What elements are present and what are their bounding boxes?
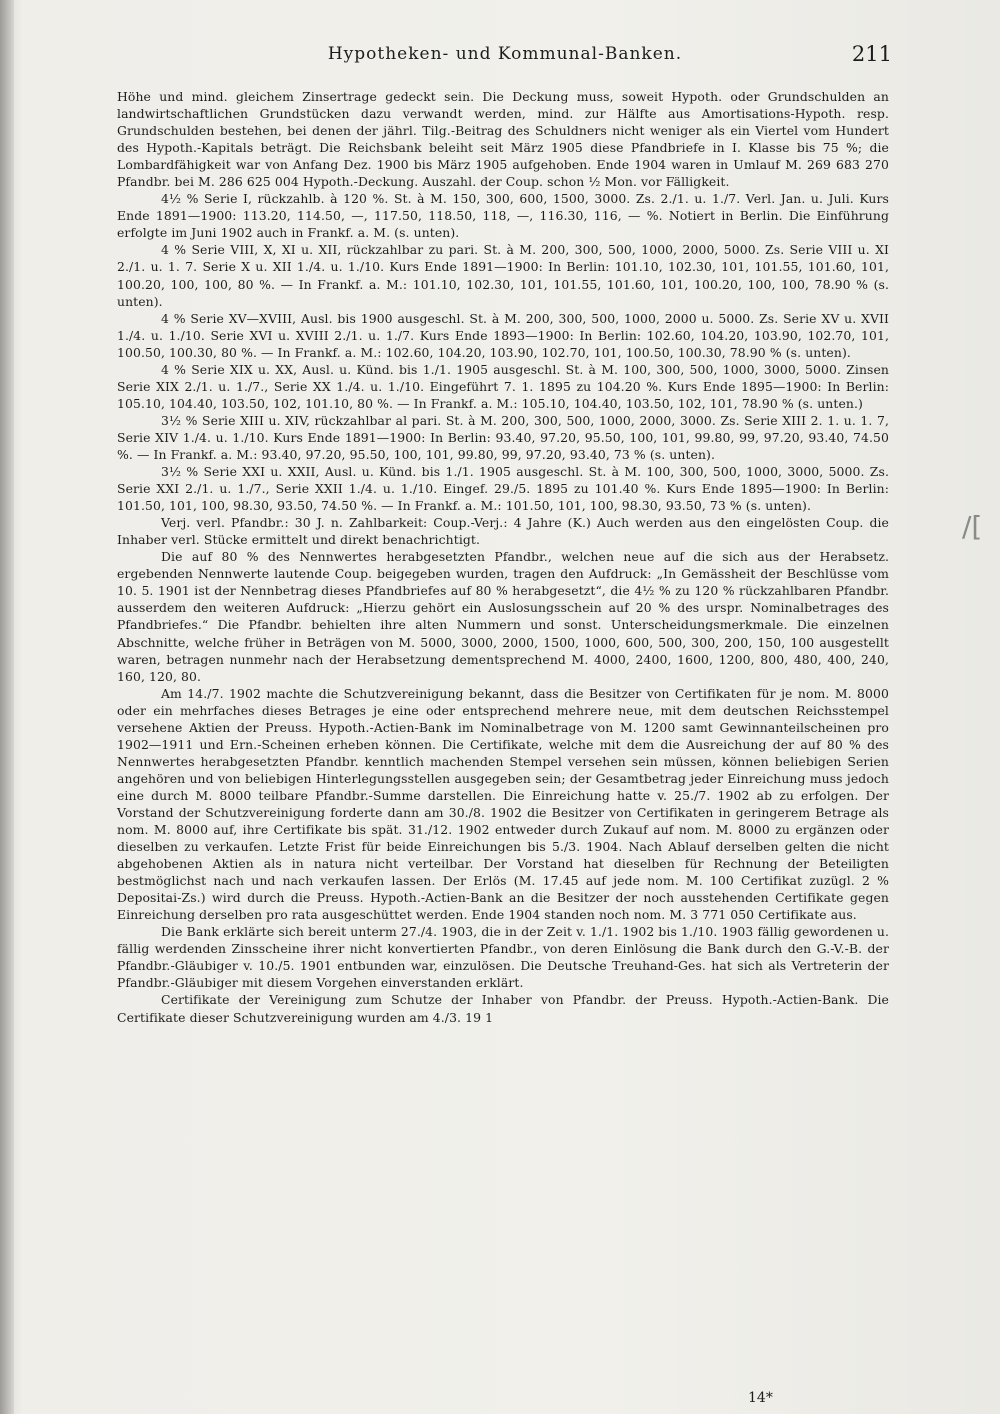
paragraph: 4 % Serie XIX u. XX, Ausl. u. Künd. bis 1./1. 1905 ausgeschl. St. à M. 100, 300, 500, 1000, 3000, 5000. Zinsen Serie XIX 2./1. u. 1./7., Serie XX 1./4. u. 1./10. Eingeführt 7. 1. 1895 zu 104.20 %. Kurs Ende 1895—1900: In Berlin: 105.10, 104.40, 103.50, 102, 101.10, 80 %. — In Frankf. a. M.: 105.10, 104.40, 103.50, 102, 101, 78.90 % (s. unten.) xyxy=(117,361,889,411)
paragraph: Die auf 80 % des Nennwertes herabgesetzten Pfandbr., welchen neue auf die sich aus der Herabsetz. ergebenden Nennwerte lautende Coup. beigegeben wurden, tragen den Aufdruck: „In Gemässheit der Beschlüsse vom 10. 5. 1901 ist der Nennbetrag dieses Pfandbriefes auf 80 % herabgesetzt“, die 4½ % zu 120 % rückzahlbaren Pfandbr. ausserdem den weiteren Aufdruck: „Hierzu gehört ein Auslosungsschein auf 20 % des urspr. Nominalbetrages des Pfandbriefes.“ Die Pfandbr. behielten ihre alten Nummern und sonst. Unterscheidungsmerkmale. Die einzelnen Abschnitte, welche früher in Beträgen von M. 5000, 3000, 2000, 1500, 1000, 600, 500, 300, 200, 150, 100 ausgestellt waren, betragen nunmehr nach der Herabsetzung dementsprechend M. 4000, 2400, 1600, 1200, 800, 480, 400, 240, 160, 120, 80. xyxy=(117,549,889,684)
paragraph: 3½ % Serie XXI u. XXII, Ausl. u. Künd. bis 1./1. 1905 ausgeschl. St. à M. 100, 300, 500, 1000, 3000, 5000. Zs. Serie XXI 2./1. u. 1./7., Serie XXII 1./4. u. 1./10. Eingef. 29./5. 1895 zu 101.40 %. Kurs Ende 1895—1900: In Berlin: 101.50, 101, 100, 98.30, 93.50, 74.50 %. — In Frankf. a. M.: 101.50, 101, 100, 98.30, 93.50, 73 % (s. unten). xyxy=(117,464,889,514)
paragraph: 4½ % Serie I, rückzahlb. à 120 %. St. à M. 150, 300, 600, 1500, 3000. Zs. 2./1. u. 1./7. Verl. Jan. u. Juli. Kurs Ende 1891—1900: 113.20, 114.50, —, 117.50, 118.50, 118, —, 116.30, 116, — %. Notiert in Berlin. Die Einführung erfolgte im Juni 1902 auch in Frankf. a. M. (s. unten). xyxy=(117,191,889,241)
paragraph: Verj. verl. Pfandbr.: 30 J. n. Zahlbarkeit: Coup.-Verj.: 4 Jahre (K.) Auch werden aus den eingelösten Coup. die Inhaber verl. Stücke ermittelt und direkt benachrichtigt. xyxy=(117,515,889,548)
page-gutter-shadow xyxy=(0,0,14,1414)
page-header xyxy=(118,40,892,76)
signature-mark: 14* xyxy=(748,1390,773,1406)
paragraph: Höhe und mind. gleichem Zinsertrage gedeckt sein. Die Deckung muss, soweit Hypoth. oder Grundschulden an landwirtschaftlichen Grundstücken dazu verwandt werden, mind. zur Hälfte aus Amortisations-Hypoth. resp. Grundschulden bestehen, bei denen der jährl. Tilg.-Beitrag des Schuldners nicht weniger als ein Viertel vom Hundert des Hypoth.-Kapitals beträgt. Die Reichsbank beleiht seit März 1905 diese Pfandbriefe in I. Klasse bis 75 %; die Lombardfähigkeit war von Anfang Dez. 1900 bis März 1905 aufgehoben. Ende 1904 waren in Umlauf M. 269 683 270 Pfandbr. bei M. 286 625 004 Hypoth.-Deckung. Auszahl. der Coup. schon ½ Mon. vor Fälligkeit. xyxy=(117,89,889,190)
paragraph: Am 14./7. 1902 machte die Schutzvereinigung bekannt, dass die Besitzer von Certifikaten für je nom. M. 8000 oder ein mehrfaches dieses Betrages je eine oder entsprechend mehrere neue, mit dem deutschen Reichsstempel versehene Aktien der Preuss. Hypoth.-Actien-Bank im Nominalbetrage von M. 1200 samt Gewinnanteilscheinen pro 1902—1911 und Ern.-Scheinen erheben können. Die Certifikate, welche mit dem die Ausreichung der auf 80 % des Nennwertes herabgesetzten Pfandbr. kenntlich machenden Stempel versehen sein müssen, können beliebigen Serien angehören und von beliebigen Hinterlegungsstellen ausgegeben sein; der Gesamtbetrag jeder Einreichung muss jedoch eine durch M. 8000 teilbare Pfandbr.-Summe darstellen. Die Einreichung hatte v. 25./7. 1902 ab zu erfolgen. Der Vorstand der Schutzvereinigung forderte dann am 30./8. 1902 die Besitzer von Certifikaten in geringerem Betrage als nom. M. 8000 auf, ihre Certifikate bis spät. 31./12. 1902 entweder durch Zukauf auf nom. M. 8000 zu ergänzen oder dieselben zu verkaufen. Letzte Frist für beide Einreichungen bis 5./3. 1904. Nach Ablauf derselben gelten die nicht abgehobenen Aktien als in natura nicht verteilbar. Der Vorstand hat dieselben für Rechnung der Beteiligten bestmöglichst nach und nach verkaufen lassen. Der Erlös (M. 17.45 auf jede nom. M. 100 Certifikat zuzügl. 2 % Depositai-Zs.) wird durch die Preuss. Hypoth.-Actien-Bank an die Besitzer der noch ausstehenden Certifikate gegen Einreichung derselben pro rata ausgeschüttet werden. Ende 1904 standen noch nom. M. 3 771 050 Certifikate aus. xyxy=(117,685,889,923)
paragraph: 4 % Serie XV—XVIII, Ausl. bis 1900 ausgeschl. St. à M. 200, 300, 500, 1000, 2000 u. 5000. Zs. Serie XV u. XVII 1./4. u. 1./10. Serie XVI u. XVIII 2./1. u. 1./7. Kurs Ende 1893—1900: In Berlin: 102.60, 104.20, 103.90, 102.70, 101, 100.50, 100.30, 80 %. — In Frankf. a. M.: 102.60, 104.20, 103.90, 102.70, 101, 100.50, 100.30, 78.90 % (s. unten). xyxy=(117,310,889,360)
running-title: Hypotheken- und Kommunal-Banken. xyxy=(327,44,683,64)
page-number: 211 xyxy=(851,42,892,66)
paragraph: 3½ % Serie XIII u. XIV, rückzahlbar al pari. St. à M. 200, 300, 500, 1000, 2000, 3000. Zs. Serie XIII 2. 1. u. 1. 7, Serie XIV 1./4. u. 1./10. Kurs Ende 1891—1900: In Berlin: 93.40, 97.20, 95.50, 100, 101, 99.80, 99, 97.20, 93.40, 74.50 %. — In Frankf. a. M.: 93.40, 97.20, 95.50, 100, 101, 99.80, 99, 97.20, 93.40, 73 % (s. unten). xyxy=(117,412,889,462)
body-text xyxy=(117,88,889,1026)
margin-pencil-mark: /[ xyxy=(962,510,983,543)
paragraph: 4 % Serie VIII, X, XI u. XII, rückzahlbar zu pari. St. à M. 200, 300, 500, 1000, 2000, 5000. Zs. Serie VIII u. XI 2./1. u. 1. 7. Serie X u. XII 1./4. u. 1./10. Kurs Ende 1891—1900: In Berlin: 101.10, 102.30, 101, 101.55, 101.60, 101, 100.20, 100, 100, 80 %. — In Frankf. a. M.: 101.10, 102.30, 101, 101.55, 101.60, 101, 100.20, 100, 100, 78.90 % (s. unten). xyxy=(117,242,889,309)
paragraph: Certifikate der Vereinigung zum Schutze der Inhaber von Pfandbr. der Preuss. Hypoth.-Actien-Bank. Die Certifikate dieser Schutzvereinigung wurden am 4./3. 19 1 xyxy=(117,992,889,1025)
paragraph: Die Bank erklärte sich bereit unterm 27./4. 1903, die in der Zeit v. 1./1. 1902 bis 1./10. 1903 fällig gewordenen u. fällig werdenden Zinsscheine ihrer nicht konvertierten Pfandbr., von deren Einlösung die Bank durch den G.-V.-B. der Pfandbr.-Gläubiger v. 10./5. 1901 entbunden war, einzulösen. Die Deutsche Treuhand-Ges. hat sich als Vertreterin der Pfandbr.-Gläubiger mit diesem Vorgehen einverstanden erklärt. xyxy=(117,924,889,991)
